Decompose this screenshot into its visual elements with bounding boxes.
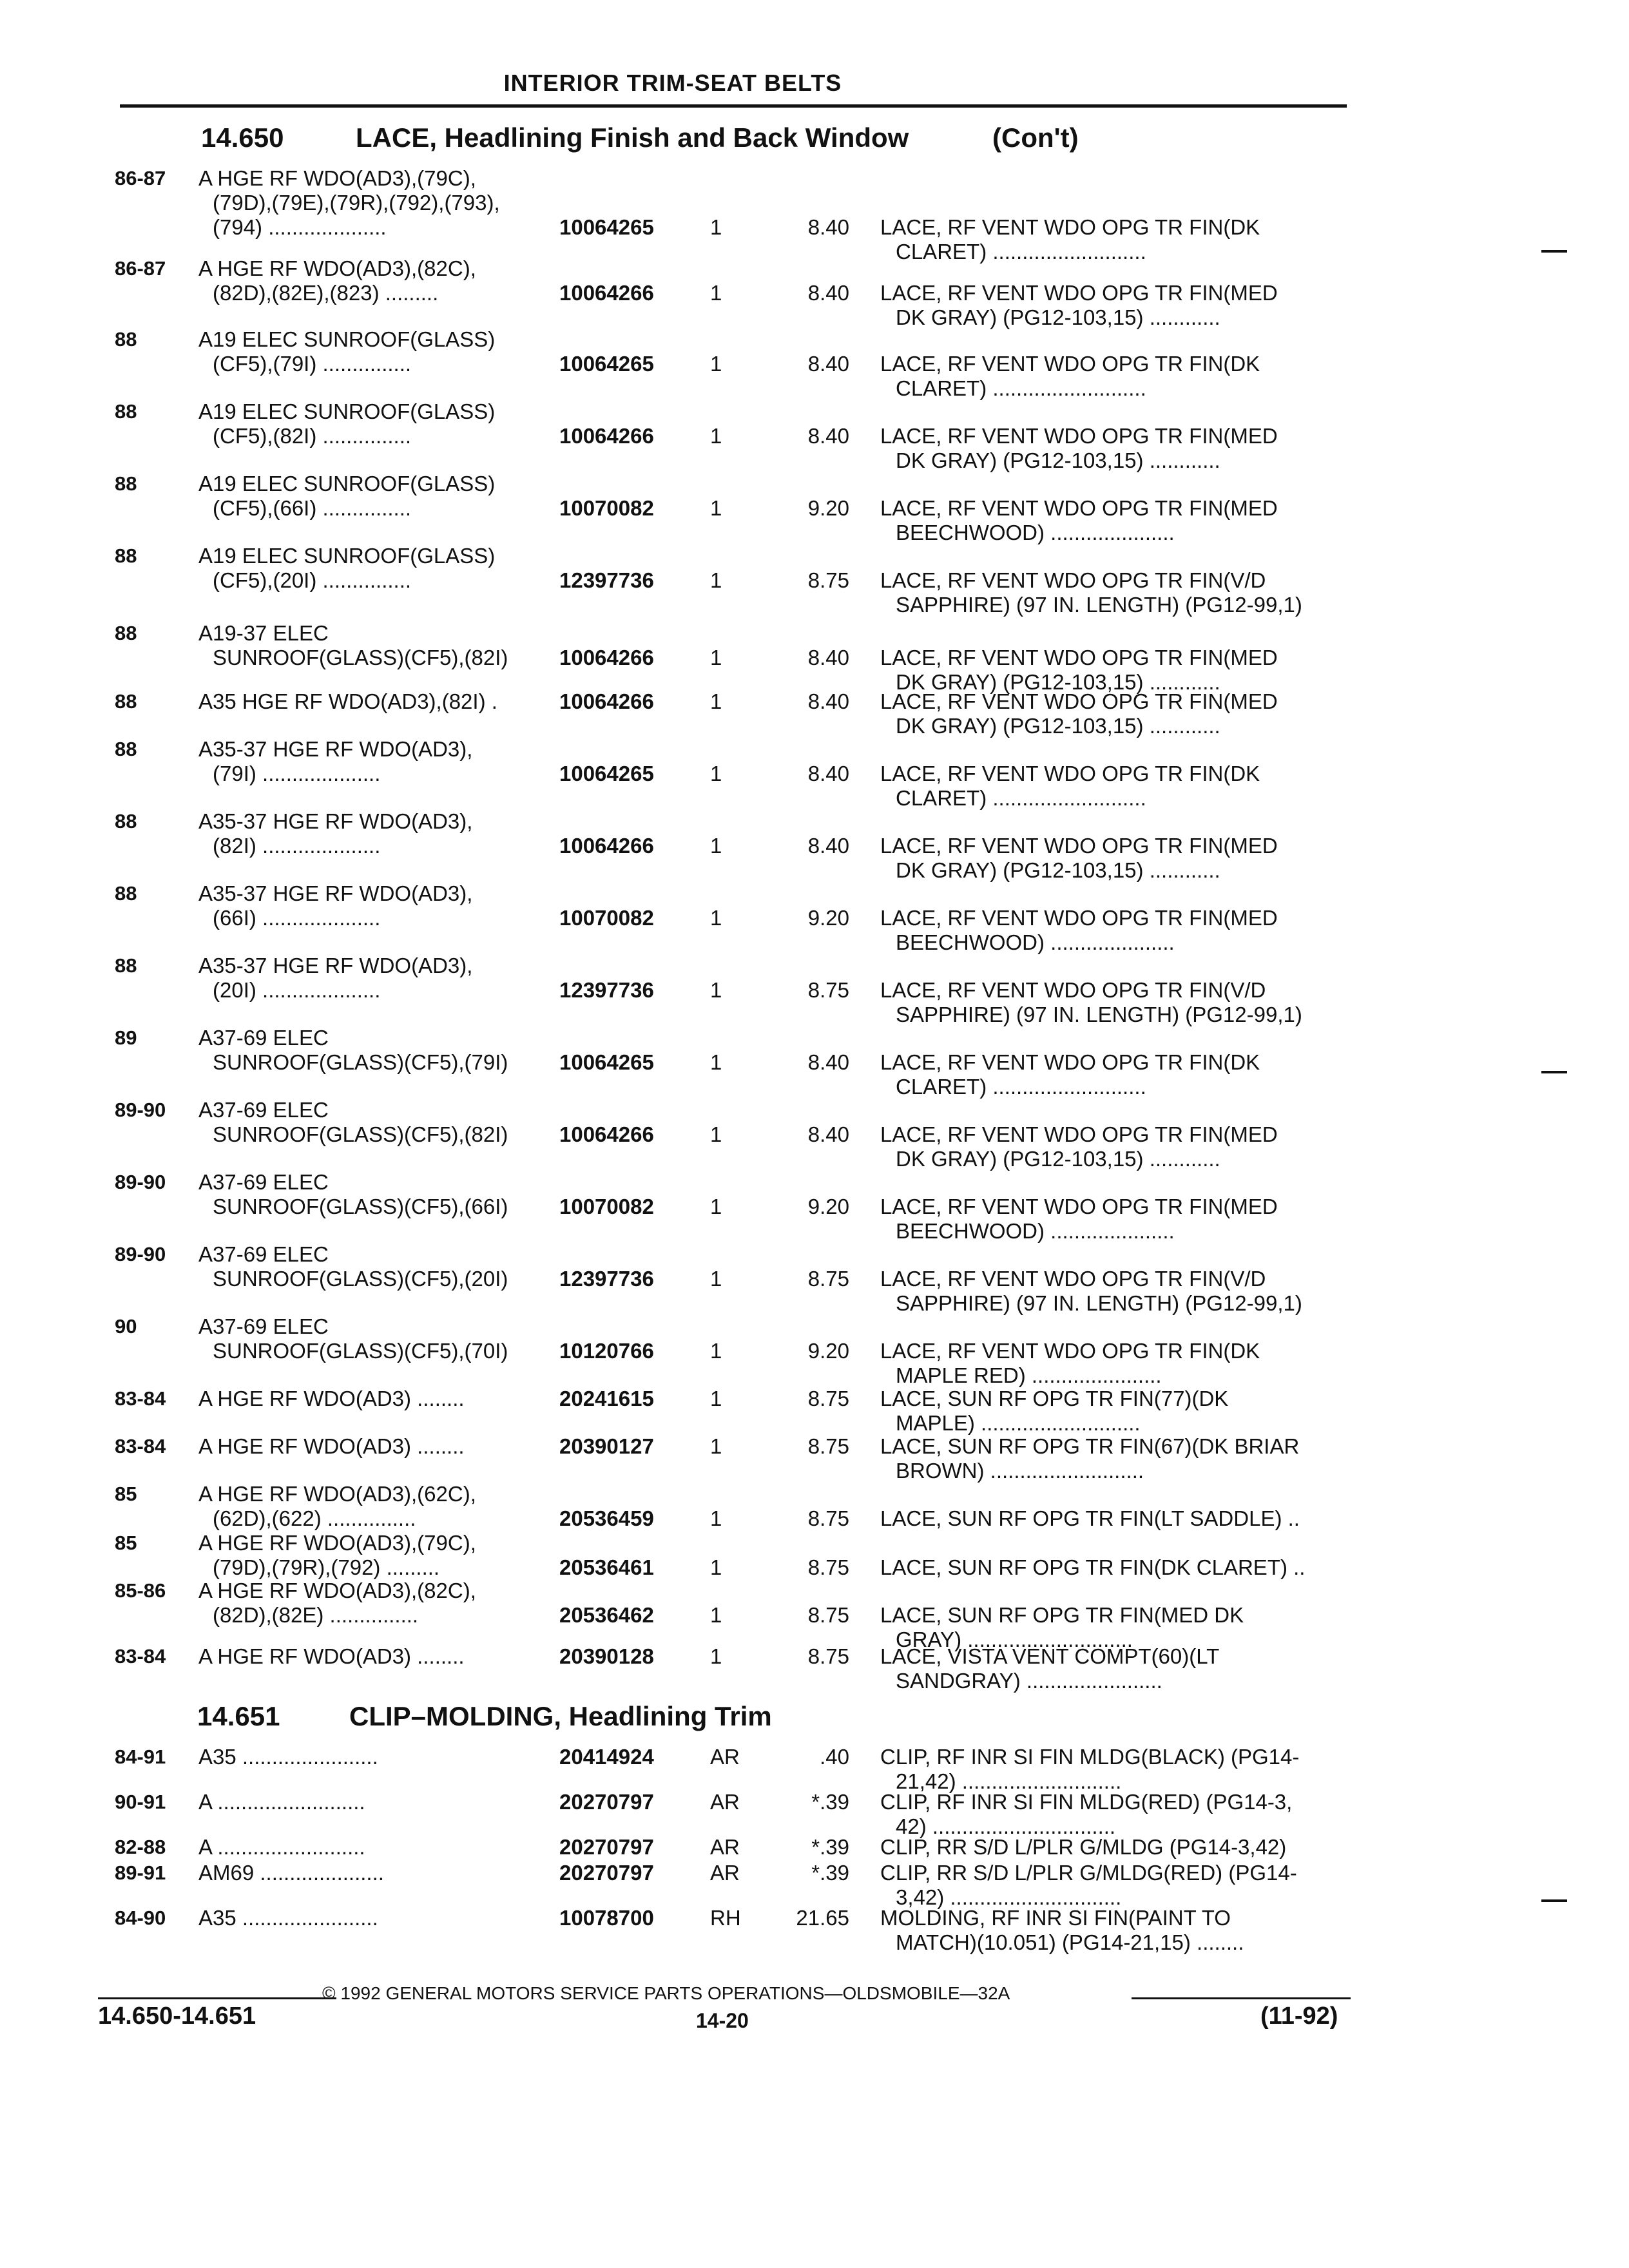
part-description: LACE, RF VENT WDO OPG TR FIN(MED (880, 281, 1278, 305)
application-description: (82D),(82E) ............... (213, 1603, 419, 1627)
list-price: *.39 (811, 1861, 849, 1885)
quantity: 1 (710, 1603, 722, 1627)
part-description: LACE, RF VENT WDO OPG TR FIN(MED (880, 834, 1278, 858)
model-years: 90-91 (115, 1791, 166, 1813)
part-description: MATCH)(10.051) (PG14-21,15) ........ (896, 1930, 1244, 1954)
part-description: CLARET) .......................... (896, 240, 1146, 264)
application-description: (CF5),(20I) ............... (213, 568, 412, 592)
part-number: 10120766 (559, 1339, 654, 1363)
part-number: 20536461 (559, 1555, 654, 1579)
part-description: DK GRAY) (PG12-103,15) ............ (896, 1147, 1220, 1171)
application-description: A35 HGE RF WDO(AD3),(82I) . (198, 689, 497, 713)
model-years: 86-87 (115, 167, 166, 189)
list-price: 9.20 (807, 496, 849, 520)
quantity: 1 (710, 1434, 722, 1458)
list-price: 8.75 (807, 1555, 849, 1579)
quantity: 1 (710, 496, 722, 520)
list-price: 8.40 (807, 834, 849, 858)
part-number: 20241615 (559, 1387, 654, 1410)
part-description: SAPPHIRE) (97 IN. LENGTH) (PG12-99,1) (896, 1291, 1302, 1315)
model-years: 84-91 (115, 1745, 166, 1768)
application-description: (79D),(79E),(79R),(792),(793), (213, 191, 500, 215)
part-description: LACE, RF VENT WDO OPG TR FIN(DK (880, 1339, 1260, 1363)
model-years: 82-88 (115, 1836, 166, 1858)
part-description: LACE, RF VENT WDO OPG TR FIN(MED (880, 906, 1278, 930)
list-price: 9.20 (807, 1195, 849, 1218)
application-description: A37-69 ELEC (198, 1314, 329, 1338)
list-price: 8.40 (807, 352, 849, 376)
part-number: 20536462 (559, 1603, 654, 1627)
application-description: A HGE RF WDO(AD3) ........ (198, 1644, 465, 1668)
list-price: .40 (820, 1745, 849, 1769)
list-price: 21.65 (796, 1906, 849, 1930)
part-description: 42) ............................... (896, 1814, 1116, 1838)
quantity: AR (710, 1835, 740, 1859)
list-price: 9.20 (807, 906, 849, 930)
application-description: A19-37 ELEC (198, 621, 329, 645)
section-title: LACE, Headlining Finish and Back Window (356, 122, 909, 153)
model-years: 89 (115, 1026, 137, 1049)
quantity: AR (710, 1790, 740, 1814)
part-description: CLARET) .......................... (896, 786, 1146, 810)
application-description: A19 ELEC SUNROOF(GLASS) (198, 399, 496, 423)
footer-rule-right (1132, 1997, 1351, 1999)
model-years: 88 (115, 472, 137, 495)
model-years: 86-87 (115, 257, 166, 280)
footer-rule-left (98, 1997, 336, 1999)
part-description: BEECHWOOD) ..................... (896, 1219, 1175, 1243)
model-years: 88 (115, 400, 137, 423)
part-description: LACE, SUN RF OPG TR FIN(DK CLARET) .. (880, 1555, 1306, 1579)
section-number: 14.650 (201, 122, 284, 153)
application-description: A37-69 ELEC (198, 1242, 329, 1266)
part-description: DK GRAY) (PG12-103,15) ............ (896, 670, 1220, 694)
application-description: (CF5),(66I) ............... (213, 496, 412, 520)
part-description: LACE, RF VENT WDO OPG TR FIN(MED (880, 1195, 1278, 1218)
quantity: 1 (710, 1050, 722, 1074)
quantity: 1 (710, 1555, 722, 1579)
part-number: 10064266 (559, 689, 654, 713)
footer-page-number: 14-20 (696, 2009, 749, 2032)
quantity: 1 (710, 568, 722, 592)
list-price: 8.40 (807, 689, 849, 713)
part-description: LACE, RF VENT WDO OPG TR FIN(MED (880, 689, 1278, 713)
page-title: INTERIOR TRIM-SEAT BELTS (503, 70, 842, 96)
application-description: A35-37 HGE RF WDO(AD3), (198, 809, 473, 833)
application-description: (20I) .................... (213, 978, 381, 1002)
list-price: 8.40 (807, 1122, 849, 1146)
part-description: BEECHWOOD) ..................... (896, 930, 1175, 954)
application-description: A35-37 HGE RF WDO(AD3), (198, 881, 473, 905)
application-description: A19 ELEC SUNROOF(GLASS) (198, 472, 496, 495)
part-description: CLIP, RR S/D L/PLR G/MLDG (PG14-3,42) (880, 1835, 1287, 1859)
part-number: 10064265 (559, 352, 654, 376)
model-years: 83-84 (115, 1645, 166, 1667)
part-description: LACE, RF VENT WDO OPG TR FIN(MED (880, 496, 1278, 520)
application-description: (82D),(82E),(823) ......... (213, 281, 439, 305)
quantity: 1 (710, 1387, 722, 1410)
model-years: 88 (115, 622, 137, 644)
list-price: 8.75 (807, 1434, 849, 1458)
model-years: 84-90 (115, 1907, 166, 1929)
application-description: A HGE RF WDO(AD3),(82C), (198, 256, 476, 280)
model-years: 88 (115, 738, 137, 760)
part-number: 10064266 (559, 1122, 654, 1146)
application-description: A37-69 ELEC (198, 1098, 329, 1122)
quantity: 1 (710, 1644, 722, 1668)
part-number: 10078700 (559, 1906, 654, 1930)
part-number: 10070082 (559, 1195, 654, 1218)
part-description: SANDGRAY) ....................... (896, 1669, 1162, 1693)
application-description: A ......................... (198, 1835, 365, 1859)
part-description: LACE, RF VENT WDO OPG TR FIN(DK (880, 215, 1260, 239)
part-description: LACE, RF VENT WDO OPG TR FIN(MED (880, 646, 1278, 669)
part-description: DK GRAY) (PG12-103,15) ............ (896, 448, 1220, 472)
part-description: LACE, RF VENT WDO OPG TR FIN(V/D (880, 1267, 1266, 1291)
model-years: 89-90 (115, 1243, 166, 1265)
list-price: *.39 (811, 1790, 849, 1814)
part-number: 20270797 (559, 1835, 654, 1859)
quantity: 1 (710, 1122, 722, 1146)
application-description: A HGE RF WDO(AD3),(62C), (198, 1482, 476, 1506)
list-price: 8.40 (807, 281, 849, 305)
part-number: 12397736 (559, 568, 654, 592)
application-description: (62D),(622) ............... (213, 1506, 416, 1530)
list-price: 8.75 (807, 978, 849, 1002)
margin-tick-mark (1541, 1899, 1567, 1902)
application-description: A HGE RF WDO(AD3) ........ (198, 1434, 465, 1458)
list-price: 8.40 (807, 424, 849, 448)
part-description: BEECHWOOD) ..................... (896, 521, 1175, 544)
list-price: 8.75 (807, 1506, 849, 1530)
part-description: DK GRAY) (PG12-103,15) ............ (896, 714, 1220, 738)
list-price: 8.40 (807, 762, 849, 785)
part-number: 20390128 (559, 1644, 654, 1668)
part-number: 20270797 (559, 1790, 654, 1814)
application-description: A35 ....................... (198, 1906, 378, 1930)
part-description: CLIP, RF INR SI FIN MLDG(RED) (PG14-3, (880, 1790, 1293, 1814)
part-number: 20536459 (559, 1506, 654, 1530)
part-number: 12397736 (559, 978, 654, 1002)
application-description: (79D),(79R),(792) ......... (213, 1555, 440, 1579)
model-years: 88 (115, 810, 137, 832)
quantity: AR (710, 1861, 740, 1885)
part-description: SAPPHIRE) (97 IN. LENGTH) (PG12-99,1) (896, 1003, 1302, 1026)
application-description: (82I) .................... (213, 834, 381, 858)
part-number: 10064266 (559, 646, 654, 669)
footer-copyright: © 1992 GENERAL MOTORS SERVICE PARTS OPERATIONS—OLDSMOBILE—32A (322, 1983, 1010, 2003)
quantity: 1 (710, 281, 722, 305)
part-description: DK GRAY) (PG12-103,15) ............ (896, 305, 1220, 329)
part-number: 10064266 (559, 281, 654, 305)
part-number: 10064266 (559, 424, 654, 448)
list-price: 8.40 (807, 646, 849, 669)
quantity: 1 (710, 1267, 722, 1291)
quantity: 1 (710, 762, 722, 785)
model-years: 89-90 (115, 1171, 166, 1193)
model-years: 88 (115, 544, 137, 567)
model-years: 89-91 (115, 1861, 166, 1884)
application-description: (79I) .................... (213, 762, 381, 785)
part-number: 20270797 (559, 1861, 654, 1885)
header-rule (120, 104, 1347, 108)
model-years: 83-84 (115, 1387, 166, 1410)
part-number: 10064265 (559, 1050, 654, 1074)
application-description: A HGE RF WDO(AD3) ........ (198, 1387, 465, 1410)
model-years: 83-84 (115, 1435, 166, 1457)
quantity: 1 (710, 834, 722, 858)
model-years: 85 (115, 1483, 137, 1505)
application-description: A19 ELEC SUNROOF(GLASS) (198, 327, 496, 351)
model-years: 85 (115, 1532, 137, 1554)
part-description: SAPPHIRE) (97 IN. LENGTH) (PG12-99,1) (896, 593, 1302, 617)
application-description: SUNROOF(GLASS)(CF5),(70I) (213, 1339, 508, 1363)
part-description: 21,42) ........................... (896, 1769, 1122, 1793)
part-description: MOLDING, RF INR SI FIN(PAINT TO (880, 1906, 1231, 1930)
quantity: AR (710, 1745, 740, 1769)
application-description: A37-69 ELEC (198, 1026, 329, 1050)
quantity: 1 (710, 215, 722, 239)
application-description: A35-37 HGE RF WDO(AD3), (198, 737, 473, 761)
part-number: 20414924 (559, 1745, 654, 1769)
part-description: BROWN) .......................... (896, 1459, 1144, 1483)
application-description: A37-69 ELEC (198, 1170, 329, 1194)
list-price: 8.75 (807, 1603, 849, 1627)
footer-date-code: (11-92) (1260, 2003, 1338, 2030)
list-price: 8.75 (807, 568, 849, 592)
section-title: CLIP–MOLDING, Headlining Trim (349, 1701, 772, 1731)
part-number: 10064265 (559, 762, 654, 785)
part-description: LACE, RF VENT WDO OPG TR FIN(DK (880, 352, 1260, 376)
part-description: CLIP, RR S/D L/PLR G/MLDG(RED) (PG14- (880, 1861, 1297, 1885)
part-description: DK GRAY) (PG12-103,15) ............ (896, 858, 1220, 882)
model-years: 88 (115, 882, 137, 905)
part-description: LACE, RF VENT WDO OPG TR FIN(V/D (880, 978, 1266, 1002)
quantity: RH (710, 1906, 741, 1930)
model-years: 88 (115, 328, 137, 351)
quantity: 1 (710, 1339, 722, 1363)
quantity: 1 (710, 424, 722, 448)
part-description: CLARET) .......................... (896, 1075, 1146, 1099)
part-description: LACE, RF VENT WDO OPG TR FIN(MED (880, 1122, 1278, 1146)
part-description: MAPLE RED) ...................... (896, 1363, 1162, 1387)
margin-tick-mark (1541, 250, 1567, 253)
footer-section-range: 14.650-14.651 (98, 2003, 256, 2030)
application-description: A HGE RF WDO(AD3),(79C), (198, 1531, 476, 1555)
list-price: 8.75 (807, 1644, 849, 1668)
application-description: SUNROOF(GLASS)(CF5),(82I) (213, 646, 508, 669)
part-description: MAPLE) ........................... (896, 1411, 1141, 1435)
part-number: 10070082 (559, 496, 654, 520)
part-description: LACE, SUN RF OPG TR FIN(77)(DK (880, 1387, 1229, 1410)
quantity: 1 (710, 646, 722, 669)
part-number: 10064266 (559, 834, 654, 858)
part-number: 10064265 (559, 215, 654, 239)
application-description: A19 ELEC SUNROOF(GLASS) (198, 544, 496, 568)
application-description: A HGE RF WDO(AD3),(82C), (198, 1579, 476, 1602)
list-price: 8.40 (807, 1050, 849, 1074)
part-number: 12397736 (559, 1267, 654, 1291)
part-number: 20390127 (559, 1434, 654, 1458)
model-years: 89-90 (115, 1099, 166, 1121)
application-description: (CF5),(79I) ............... (213, 352, 412, 376)
list-price: 9.20 (807, 1339, 849, 1363)
application-description: A35-37 HGE RF WDO(AD3), (198, 954, 473, 977)
quantity: 1 (710, 978, 722, 1002)
section-note: (Con't) (992, 122, 1079, 153)
application-description: (66I) .................... (213, 906, 381, 930)
part-number: 10070082 (559, 906, 654, 930)
part-description: LACE, RF VENT WDO OPG TR FIN(MED (880, 424, 1278, 448)
quantity: 1 (710, 689, 722, 713)
quantity: 1 (710, 906, 722, 930)
list-price: 8.75 (807, 1387, 849, 1410)
application-description: AM69 ..................... (198, 1861, 384, 1885)
list-price: 8.40 (807, 215, 849, 239)
part-description: CLIP, RF INR SI FIN MLDG(BLACK) (PG14- (880, 1745, 1300, 1769)
model-years: 90 (115, 1315, 137, 1338)
application-description: SUNROOF(GLASS)(CF5),(82I) (213, 1122, 508, 1146)
part-description: LACE, SUN RF OPG TR FIN(67)(DK BRIAR (880, 1434, 1300, 1458)
part-description: LACE, RF VENT WDO OPG TR FIN(DK (880, 762, 1260, 785)
application-description: SUNROOF(GLASS)(CF5),(79I) (213, 1050, 508, 1074)
section-number: 14.651 (197, 1701, 280, 1731)
part-description: LACE, SUN RF OPG TR FIN(MED DK (880, 1603, 1244, 1627)
application-description: A HGE RF WDO(AD3),(79C), (198, 166, 476, 190)
application-description: A35 ....................... (198, 1745, 378, 1769)
part-description: LACE, VISTA VENT COMPT(60)(LT (880, 1644, 1220, 1668)
part-description: LACE, SUN RF OPG TR FIN(LT SADDLE) .. (880, 1506, 1300, 1530)
application-description: A ......................... (198, 1790, 365, 1814)
model-years: 88 (115, 954, 137, 977)
part-description: LACE, RF VENT WDO OPG TR FIN(V/D (880, 568, 1266, 592)
quantity: 1 (710, 1506, 722, 1530)
application-description: SUNROOF(GLASS)(CF5),(66I) (213, 1195, 508, 1218)
list-price: 8.75 (807, 1267, 849, 1291)
application-description: (CF5),(82I) ............... (213, 424, 412, 448)
part-description: CLARET) .......................... (896, 376, 1146, 400)
quantity: 1 (710, 352, 722, 376)
part-description: LACE, RF VENT WDO OPG TR FIN(DK (880, 1050, 1260, 1074)
quantity: 1 (710, 1195, 722, 1218)
model-years: 88 (115, 690, 137, 713)
part-description: GRAY) ............................ (896, 1628, 1133, 1651)
list-price: *.39 (811, 1835, 849, 1859)
model-years: 85-86 (115, 1579, 166, 1602)
part-description: 3,42) ............................. (896, 1885, 1122, 1909)
application-description: SUNROOF(GLASS)(CF5),(20I) (213, 1267, 508, 1291)
application-description: (794) .................... (213, 215, 387, 239)
margin-tick-mark (1541, 1071, 1567, 1073)
